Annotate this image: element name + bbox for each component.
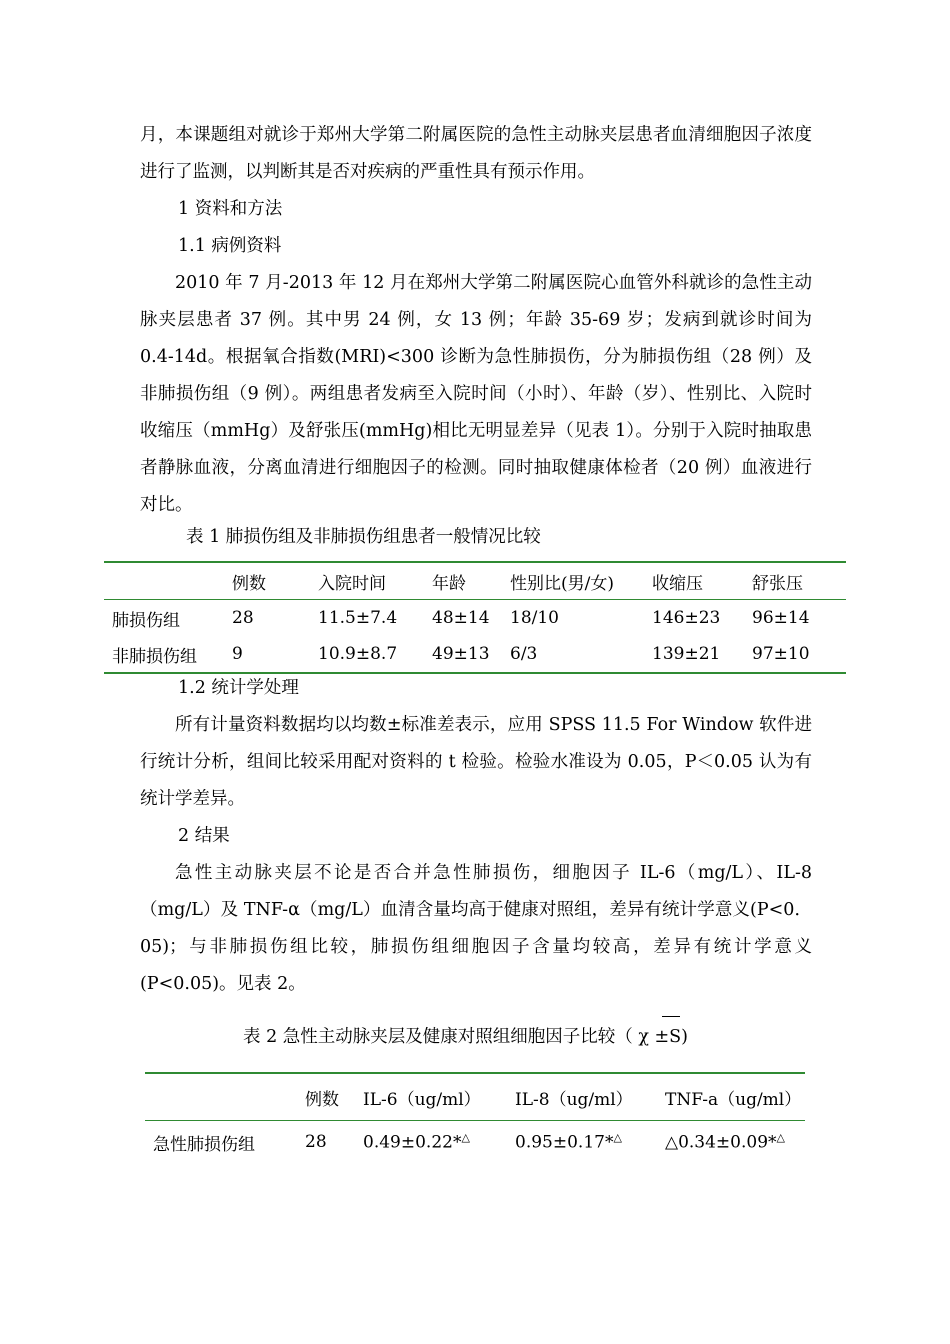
table2-header-cell [145, 1073, 305, 1121]
table2-cell [515, 1121, 665, 1164]
table1-cell: 48±14 [432, 608, 490, 628]
table2-header-cell: 例数 [305, 1073, 363, 1121]
table2-header-cell: TNF-a（ug/ml） [665, 1073, 805, 1121]
table1-header-cell: 入院时间 [318, 562, 432, 600]
table2-header-cell: IL-6（ug/ml） [363, 1073, 515, 1121]
triangle-mark: △ [613, 1131, 622, 1145]
paragraph-statistics: 所有计量资料数据均以均数±标准差表示，应用 SPSS 11.5 For Window 软件进行统计分析，组间比较采用配对资料的 t 检验。检验水准设为 0.05，P＜0.05 认为有统计学差异。 [140, 715, 812, 809]
table1-cell: 非肺损伤组 [112, 646, 197, 667]
table1-header-cell: 性别比(男/女) [510, 562, 652, 600]
triangle-mark: △ [776, 1131, 785, 1145]
table1-header-cell: 舒张压 [752, 562, 846, 600]
triangle-mark: △ [461, 1131, 470, 1145]
table2-cell: 28 [305, 1132, 327, 1152]
table2-cell [363, 1121, 515, 1164]
table2-header-row [145, 1073, 805, 1121]
table1-cell: 肺损伤组 [112, 610, 180, 631]
table2-cell: 急性肺损伤组 [153, 1134, 255, 1155]
table-row [104, 636, 846, 673]
table-row [104, 600, 846, 637]
table2-cell [665, 1121, 805, 1164]
table2-value: 0.95±0.17* [515, 1132, 614, 1153]
table1-header-row [104, 562, 846, 600]
table1-header-cell: 年龄 [432, 562, 510, 600]
table2-value: △0.34±0.09* [665, 1132, 777, 1153]
paragraph-intro-continued: 月，本课题组对就诊于郑州大学第二附属医院的急性主动脉夹层患者血清细胞因子浓度进行了监测，以判断其是否对疾病的严重性具有预示作用。 [140, 125, 812, 182]
mean-overbar [662, 1016, 680, 1017]
table1-cell: 6/3 [510, 644, 538, 664]
table1-cell: 11.5±7.4 [318, 608, 398, 628]
section-heading-results: 2 结果 [178, 826, 230, 846]
table1-header-cell: 例数 [232, 562, 318, 600]
table-row [145, 1121, 805, 1164]
subsection-heading-statistics: 1.2 统计学处理 [178, 678, 299, 698]
table2-value: 0.49±0.22* [363, 1132, 462, 1153]
paragraph-case-data: 2010 年 7 月-2013 年 12 月在郑州大学第二附属医院心血管外科就诊的急性主动脉夹层患者 37 例。其中男 24 例，女 13 例；年龄 35-69 岁；发病到就诊时间为 0.4-14d。根据氧合指数(MRI)<300 诊断为急性肺损伤，分为肺损伤组（28 例）及非肺损伤组（9 例）。两组患者发病至入院时间（小时）、年龄（岁）、性别比、入院时收缩压（mmHg）及舒张压(mmHg)相比无明显差异（见表 1）。分别于入院时抽取患者静脉血液，分离血清进行细胞因子的检测。同时抽取健康体检者（20 例）血液进行对比。 [140, 273, 812, 515]
table1-cell: 97±10 [752, 644, 810, 664]
table1-cell: 96±14 [752, 608, 810, 628]
table1-cell: 146±23 [652, 608, 721, 628]
section-heading-methods: 1 资料和方法 [178, 199, 283, 219]
table2-caption: 表 2 急性主动脉夹层及健康对照组细胞因子比较（ χ ±S) [243, 1027, 688, 1047]
table2 [145, 1072, 805, 1163]
table1-cell: 18/10 [510, 608, 559, 628]
table2-header-cell: IL-8（ug/ml） [515, 1073, 665, 1121]
table1-cell: 10.9±8.7 [318, 644, 398, 664]
table1-cell: 28 [232, 608, 254, 628]
table1-caption: 表 1 肺损伤组及非肺损伤组患者一般情况比较 [186, 527, 541, 547]
subsection-heading-cases: 1.1 病例资料 [178, 236, 282, 256]
table1-cell: 49±13 [432, 644, 490, 664]
table1-cell: 9 [232, 644, 243, 664]
table1-cell: 139±21 [652, 644, 721, 664]
paragraph-results: 急性主动脉夹层不论是否合并急性肺损伤，细胞因子 IL-6（mg/L）、IL-8（mg/L）及 TNF-α（mg/L）血清含量均高于健康对照组，差异有统计学意义(P<0．05)；与非肺损伤组比较，肺损伤组细胞因子含量均较高，差异有统计学意义(P<0.05)。见表 2。 [140, 863, 812, 994]
table1-header-cell: 收缩压 [652, 562, 752, 600]
table1 [104, 561, 846, 674]
table1-header-cell [104, 562, 232, 600]
